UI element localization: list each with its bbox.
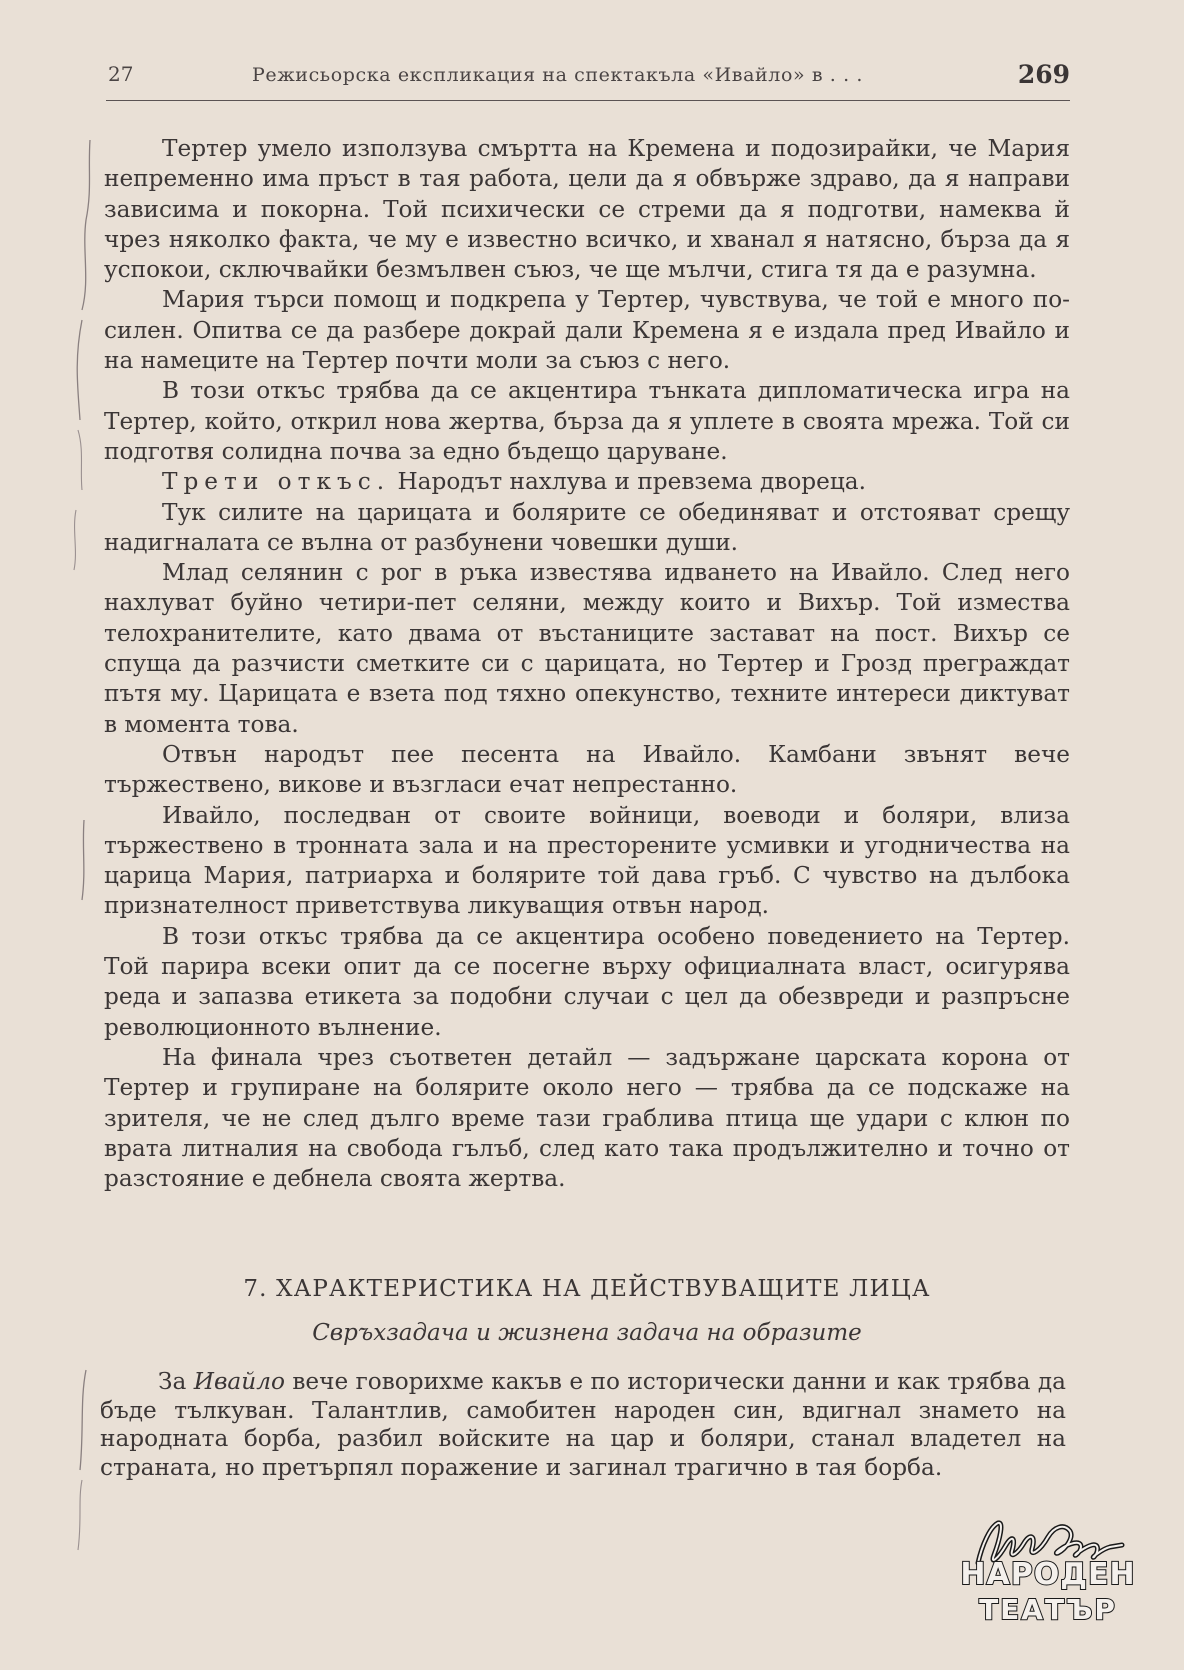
pencil-margin-marks (60, 130, 100, 1630)
paragraph: Мария търси помощ и подкрепа у Тертер, чувствува, че той е много по-силен. Опитва се да разбере докрай дали Кремена я е издала пред Ивайло и на намеците на Тертер почти моли за съюз с него. (104, 286, 1070, 375)
section-subtitle: Свръхзадача и жизнена задача на образите (312, 1320, 862, 1346)
third-part-text: Народът нахлува и превзема двореца. (397, 468, 866, 496)
paragraph: Отвън народът пее песента на Ивайло. Камбани звънят вече тържествено, викове и възгласи ечат непрестанно. (104, 740, 1070, 799)
paragraph: Тук силите на царицата и болярите се обединяват и отстояват срещу надигналата се вълна от разбунени човешки души. (104, 498, 1070, 556)
stamp-line-1: НАРОДЕН (960, 1557, 1136, 1592)
section-intro-paragraph (100, 1368, 1066, 1482)
stamp-line-2: ТЕАТЪР (979, 1593, 1117, 1626)
main-body-text (104, 134, 1070, 1194)
page-number-right: 269 (1017, 60, 1070, 89)
intro-name: Ивайло (193, 1368, 285, 1395)
section-title: 7. ХАРАКТЕРИСТИКА НА ДЕЙСТВУВАЩИТЕ ЛИЦА (243, 1276, 931, 1302)
running-title: Режисьорска експликация на спектакъла «Ивайло» в . . . (252, 64, 863, 86)
paragraph: Тертер умело използува смъртта на Кремена и подозирайки, че Мария непременно има пръст в тая работа, цели да я обвърже здраво, да я направи зависима и покорна. Той психически се стреми да я подготви, намеква й чрез няколко факта, че му е известно всичко, и хванал я натясно, бърза да я успокои, сключвайки безмълвен съюз, че ще мълчи, стига тя да е разумна. (104, 135, 1070, 284)
running-header (106, 60, 1070, 101)
third-part-label: Трети откъс. (162, 468, 391, 496)
page-number-left: 27 (108, 62, 134, 86)
paragraph: В този откъс трябва да се акцентира тънката дипломатическа игра на Тертер, който, открил нова жертва, бърза да я уплете в своята мрежа. Той си подготвя солидна почва за едно бъдещо царуване. (104, 377, 1070, 465)
paragraph: Млад селянин с рог в ръка известява идването на Ивайло. След него нахлуват буйно четири-пет селяни, между които и Вихър. Той измества телохранителите, като двама от въстаниците застават на пост. Вихър се спуща да разчисти сметките си с царицата, но Тертер и Грозд преграждат пътя му. Царицата е взета под тяхно опекунство, техните интереси диктуват в момента това. (104, 559, 1070, 738)
intro-word: За (158, 1368, 187, 1395)
intro-rest: вече говорихме какъв е по исторически данни и как трябва да бъде тълкуван. Талантлив, самобитен народен син, вдигнал знамето на народната борба, разбил войските на цар и боляри, станал владетел на страната, но претърпял поражение и загинал трагично в тая борба. (100, 1368, 1066, 1481)
paragraph: В този откъс трябва да се акцентира особено поведението на Тертер. Той парира всеки опит да се посегне върху официалната власт, осигурява реда и запазва етикета за подобни случаи с цел да обезвреди и разпръсне революционното вълнение. (104, 922, 1070, 1041)
section-body-text (100, 1368, 1066, 1482)
third-part-heading (104, 467, 1070, 497)
theatre-stamp (960, 1515, 1136, 1633)
paragraph: Ивайло, последван от своите войници, воеводи и боляри, влиза тържествено в тронната зала и на престорените усмивки и угодничества на царица Мария, патриарха и болярите той дава гръб. С чувство на дълбока признателност приветствува ликуващия отвън народ. (104, 801, 1070, 920)
paragraph: На финала чрез съответен детайл — задържане царската корона от Тертер и групиране на болярите около него — трябва да се подскаже на зрителя, че не след дълго време тази граблива птица ще удари с клюн по врата литналия на свобода гълъб, след като така продължително и точно от разстояние е дебнела своята жертва. (104, 1043, 1070, 1193)
